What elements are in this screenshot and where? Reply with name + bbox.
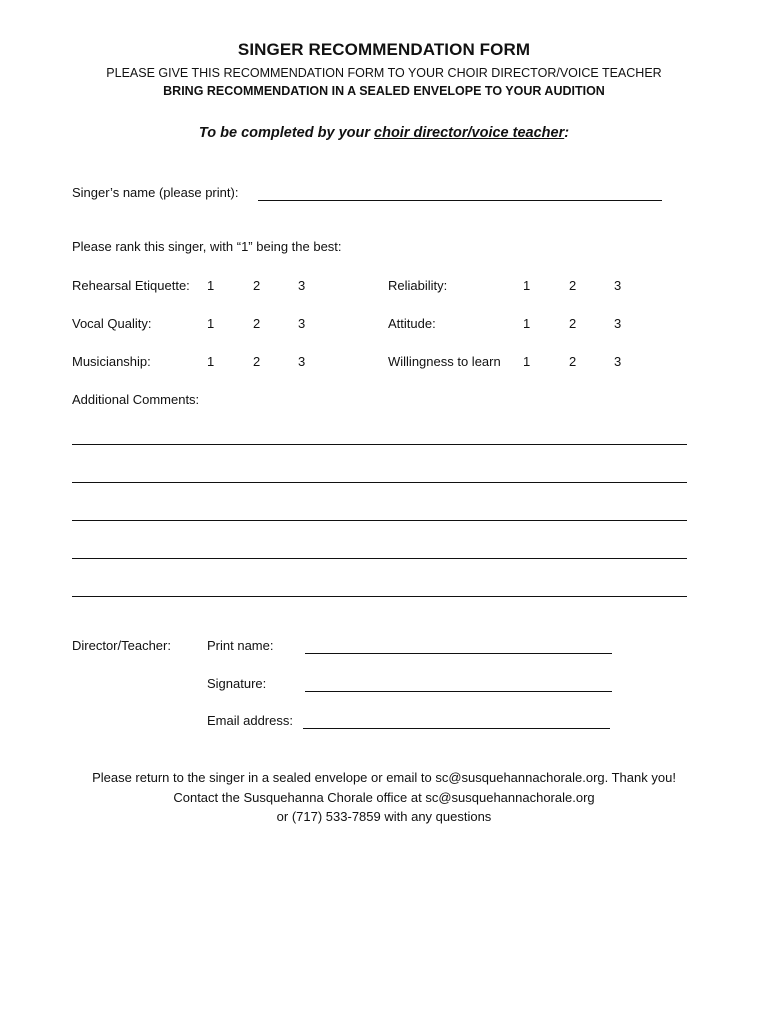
rating-option-rehearsal-etiquette-2[interactable]: 2 — [253, 278, 261, 293]
singer-name-label: Singer’s name (please print): — [72, 185, 239, 200]
director-teacher-label: Director/Teacher: — [72, 638, 171, 653]
rating-option-reliability-3[interactable]: 3 — [614, 278, 622, 293]
print-name-label: Print name: — [207, 638, 274, 653]
signature-label: Signature: — [207, 676, 267, 691]
completion-note-prefix: To be completed by your — [198, 125, 375, 141]
rating-option-willingness-to-learn-1[interactable]: 1 — [523, 354, 531, 369]
rating-option-musicianship-3[interactable]: 3 — [298, 354, 306, 369]
return-instructions: Please return to the singer in a sealed envelope or email to sc@susquehannachorale.org. Thank you! — [92, 770, 676, 785]
rating-label-attitude: Attitude: — [388, 316, 436, 331]
instruction-line-1: PLEASE GIVE THIS RECOMMENDATION FORM TO YOUR CHOIR DIRECTOR/VOICE TEACHER — [106, 66, 662, 80]
comment-line[interactable] — [72, 520, 687, 521]
rating-option-vocal-quality-3[interactable]: 3 — [298, 316, 306, 331]
rating-label-willingness-to-learn: Willingness to learn — [388, 354, 501, 369]
print-name-field[interactable] — [305, 653, 612, 654]
additional-comments-label: Additional Comments: — [72, 392, 200, 407]
email-address-field[interactable] — [303, 728, 610, 729]
rating-option-musicianship-1[interactable]: 1 — [207, 354, 215, 369]
rating-option-attitude-3[interactable]: 3 — [614, 316, 622, 331]
rating-label-musicianship: Musicianship: — [72, 354, 151, 369]
form-title: SINGER RECOMMENDATION FORM — [237, 40, 531, 59]
phone-line: or (717) 533-7859 with any questions — [276, 809, 492, 824]
rating-label-reliability: Reliability: — [388, 278, 448, 293]
completion-note-role: choir director/voice teacher — [374, 125, 565, 141]
rating-option-rehearsal-etiquette-1[interactable]: 1 — [207, 278, 215, 293]
rating-option-vocal-quality-1[interactable]: 1 — [207, 316, 215, 331]
email-address-label: Email address: — [207, 713, 293, 728]
comment-line[interactable] — [72, 482, 687, 483]
rating-label-vocal-quality: Vocal Quality: — [72, 316, 152, 331]
rating-option-willingness-to-learn-3[interactable]: 3 — [614, 354, 622, 369]
singer-name-field[interactable] — [258, 200, 662, 201]
comment-line[interactable] — [72, 444, 687, 445]
instruction-line-2: BRING RECOMMENDATION IN A SEALED ENVELOPE TO YOUR AUDITION — [163, 84, 605, 98]
completion-note — [0, 125, 768, 141]
rating-option-rehearsal-etiquette-3[interactable]: 3 — [298, 278, 306, 293]
comment-line[interactable] — [72, 558, 687, 559]
rating-option-attitude-1[interactable]: 1 — [523, 316, 531, 331]
rating-option-reliability-1[interactable]: 1 — [523, 278, 531, 293]
signature-field[interactable] — [305, 691, 612, 692]
rating-option-willingness-to-learn-2[interactable]: 2 — [569, 354, 577, 369]
comment-line[interactable] — [72, 596, 687, 597]
rating-option-musicianship-2[interactable]: 2 — [253, 354, 261, 369]
rating-option-reliability-2[interactable]: 2 — [569, 278, 577, 293]
contact-line: Contact the Susquehanna Chorale office at sc@susquehannachorale.org — [173, 790, 595, 805]
rating-label-rehearsal-etiquette: Rehearsal Etiquette: — [72, 278, 190, 293]
rating-option-vocal-quality-2[interactable]: 2 — [253, 316, 261, 331]
rating-option-attitude-2[interactable]: 2 — [569, 316, 577, 331]
completion-note-suffix: : — [564, 125, 570, 141]
rank-instruction: Please rank this singer, with “1” being the best: — [72, 239, 342, 254]
